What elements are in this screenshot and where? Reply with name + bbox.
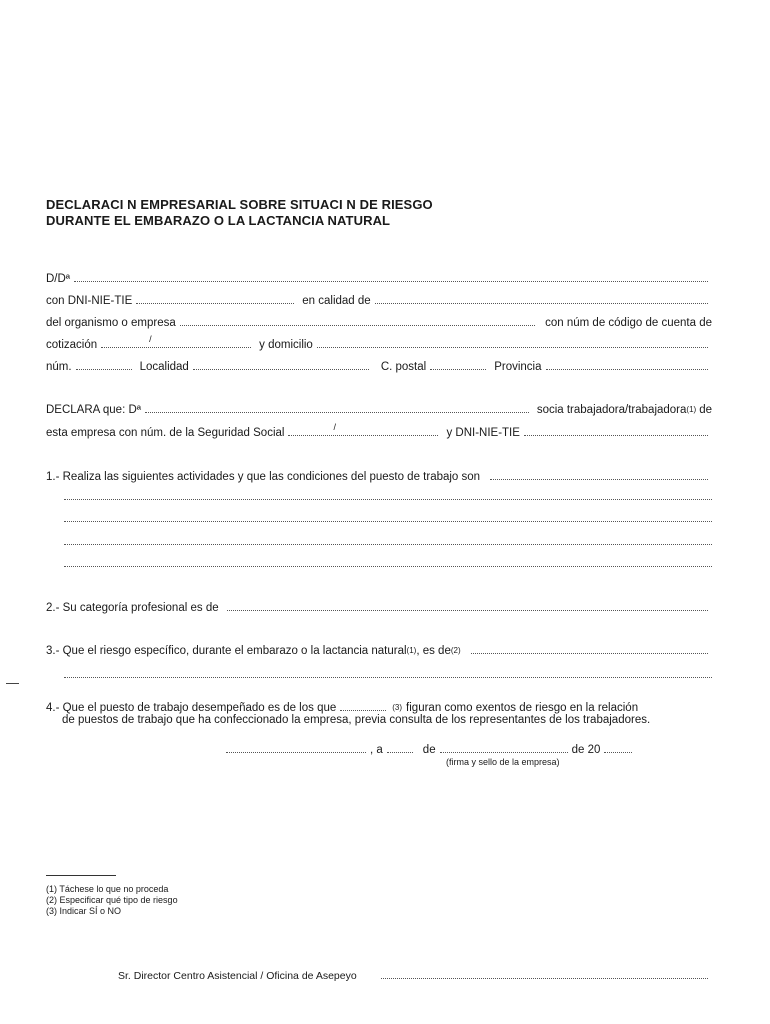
day-field[interactable]: [387, 742, 413, 753]
signature-de20: de 20: [571, 744, 601, 756]
item4-label-b: figuran como exentos de riesgo en la relación: [406, 702, 639, 714]
item4-label-a: 4.- Que el puesto de trabajo desempeñado es de los que: [46, 702, 337, 714]
label-codigo-cuenta: con núm de código de cuenta de: [545, 317, 712, 329]
item3-line-2[interactable]: [64, 677, 712, 678]
declara-name-field[interactable]: [145, 402, 529, 413]
item2-field[interactable]: [227, 600, 708, 611]
name-field[interactable]: [74, 271, 708, 282]
label-cotizacion: cotización: [46, 339, 98, 351]
declara-sup1: (1): [686, 405, 697, 414]
item3-label-b: , es de: [416, 645, 451, 657]
item1-line-3[interactable]: [64, 521, 712, 522]
declara-de: de: [699, 404, 712, 416]
month-field[interactable]: [440, 742, 568, 753]
margin-mark: [6, 683, 19, 684]
dni-field[interactable]: [136, 293, 294, 304]
row-item1: [46, 467, 712, 483]
declara-prefix: DECLARA que: Dª: [46, 404, 142, 416]
row-dni: [46, 291, 712, 307]
footnote-1: (1) Táchese lo que no proceda: [46, 884, 169, 894]
item1-line-5[interactable]: [64, 566, 712, 567]
row-item3: [46, 641, 712, 657]
item4-line2: de puestos de trabajo que ha confeccionado la empresa, previa consulta de los representantes de los trabajadores.: [62, 714, 651, 726]
row-declara: [46, 400, 712, 416]
item4-sup3: (3): [392, 703, 403, 712]
organismo-field[interactable]: [180, 315, 535, 326]
item1-line-4[interactable]: [64, 544, 712, 545]
row-item2: [46, 598, 712, 614]
row-signature: [226, 740, 646, 756]
cotizacion-slash: /: [149, 334, 152, 344]
domicilio-field[interactable]: [317, 337, 708, 348]
declara-socia: socia trabajadora/trabajadora: [536, 404, 687, 416]
item1-label: 1.- Realiza las siguientes actividades y que las condiciones del puesto de trabajo son: [46, 471, 481, 483]
row-item4: [46, 698, 712, 714]
cotizacion-field[interactable]: [101, 334, 251, 348]
signature-a: , a: [370, 744, 383, 756]
place-field[interactable]: [226, 742, 366, 753]
localidad-field[interactable]: [193, 359, 369, 370]
label-cpostal: C. postal: [380, 361, 427, 373]
row-cotizacion: [46, 335, 712, 351]
label-domicilio: y domicilio: [259, 339, 313, 351]
cpostal-field[interactable]: [430, 359, 486, 370]
label-dd: D/Dª: [46, 273, 71, 285]
row-direccion: [46, 357, 712, 373]
ss-slash: /: [333, 422, 336, 432]
item1-line-2[interactable]: [64, 499, 712, 500]
item3-sup1: (1): [406, 646, 417, 655]
footnote-2: (2) Especificar qué tipo de riesgo: [46, 895, 178, 905]
declara-line2-prefix: esta empresa con núm. de la Seguridad Social: [46, 427, 285, 439]
signature-de: de: [422, 744, 436, 756]
firma-caption: (firma y sello de la empresa): [446, 757, 560, 767]
row-seguridad-social: [46, 423, 712, 439]
label-provincia: Provincia: [494, 361, 542, 373]
row-name: [46, 269, 712, 285]
label-calidad: en calidad de: [302, 295, 371, 307]
year-field[interactable]: [604, 742, 632, 753]
item3-label-a: 3.- Que el riesgo específico, durante el embarazo o la lactancia natural: [46, 645, 407, 657]
director-field[interactable]: [381, 968, 708, 979]
num-field[interactable]: [76, 359, 132, 370]
item3-field[interactable]: [471, 643, 708, 654]
label-num: núm.: [46, 361, 72, 373]
seguridad-social-field[interactable]: [288, 422, 438, 436]
label-organismo: del organismo o empresa: [46, 317, 176, 329]
calidad-field[interactable]: [375, 293, 708, 304]
declara-dni: y DNI-NIE-TIE: [446, 427, 520, 439]
item1-field[interactable]: [490, 469, 708, 480]
label-localidad: Localidad: [139, 361, 189, 373]
label-dni: con DNI-NIE-TIE: [46, 295, 133, 307]
footnote-rule: [46, 875, 116, 876]
row-organismo: [46, 313, 712, 329]
director-label: Sr. Director Centro Asistencial / Oficina de Asepeyo: [118, 970, 357, 982]
form-title-line2: DURANTE EL EMBARAZO O LA LACTANCIA NATURAL: [46, 213, 391, 228]
declara-dni-field[interactable]: [524, 425, 708, 436]
item4-field[interactable]: [340, 700, 386, 711]
form-title-line1: DECLARACI N EMPRESARIAL SOBRE SITUACI N DE RIESGO: [46, 197, 433, 212]
provincia-field[interactable]: [546, 359, 708, 370]
item2-label: 2.- Su categoría profesional es de: [46, 602, 219, 614]
footnote-3: (3) Indicar SÍ o NO: [46, 906, 122, 916]
row-director: [118, 966, 712, 982]
item3-sup2: (2): [450, 646, 461, 655]
